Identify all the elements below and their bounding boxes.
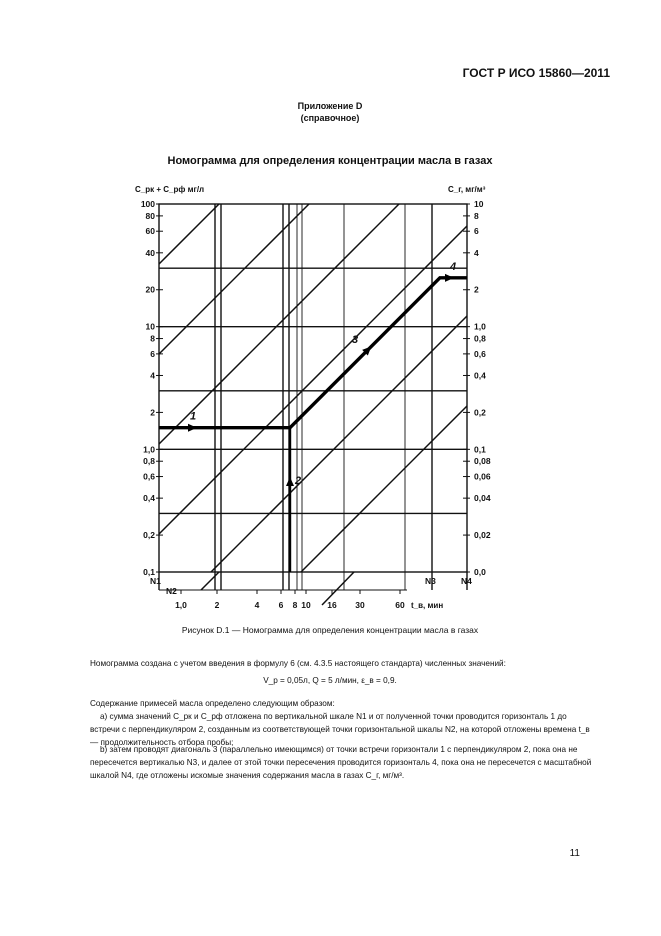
left-tick-label: 0,1 [143, 567, 155, 577]
right-tick-label: 0,08 [474, 456, 491, 467]
bottom-tick-label: 8 [292, 600, 298, 610]
right-tick-label: 2 [474, 284, 479, 295]
left-axis-label: C_рк + C_рф мг/л [135, 185, 205, 194]
nomogram-solution-path [159, 274, 467, 572]
appendix-subtitle: (справочное) [300, 113, 360, 123]
formula-line: V_р = 0,05л, Q = 5 л/мин, ε_в = 0,9. [263, 676, 397, 685]
scale-n3-label: N3 [425, 576, 436, 586]
bottom-axis-label: t_в, мин [411, 601, 444, 610]
diagonal-line [201, 572, 219, 590]
right-tick-label: 0,2 [474, 407, 486, 418]
left-tick-label: 6 [150, 348, 155, 359]
bottom-tick-label: 60 [395, 600, 405, 610]
arrow-4 [445, 274, 454, 282]
right-tick-label: 0,6 [474, 348, 486, 359]
left-tick-label: 0,6 [143, 471, 155, 482]
solution-path-line [159, 278, 467, 428]
right-tick-label: 0,0 [474, 567, 486, 577]
left-tick-label: 10 [145, 321, 155, 332]
appendix-title: Приложение D [297, 101, 363, 111]
left-tick-label: 4 [150, 370, 155, 381]
standard-header: ГОСТ Р ИСО 15860—2011 [462, 66, 610, 80]
diagonal-line [301, 406, 467, 572]
method-paragraph: Содержание примесей масла определено следующим образом: [90, 699, 335, 708]
bottom-tick-label: 4 [254, 600, 260, 610]
left-tick-label: 0,4 [143, 493, 155, 504]
left-tick-label: 20 [145, 284, 155, 295]
figure-caption: Рисунок D.1 — Номограмма для определения концентрации масла в газах [181, 625, 479, 635]
page-number: 11 [569, 848, 580, 859]
scale-n2-label: N2 [166, 586, 177, 596]
left-tick-label: 0,8 [143, 456, 155, 467]
left-tick-label: 80 [145, 210, 155, 221]
left-tick-label: 2 [150, 407, 155, 418]
right-tick-label: 0,02 [474, 530, 491, 541]
bottom-tick-label: 30 [355, 600, 365, 610]
arrow-1 [188, 424, 197, 432]
right-tick-label: 0,8 [474, 333, 486, 344]
diagonal-line [159, 204, 309, 354]
left-tick-label: 0,2 [143, 530, 155, 541]
bottom-tick-label: 6 [278, 600, 284, 610]
line-label-2: 2 [295, 475, 302, 487]
intro-paragraph: Номограмма создана с учетом введения в формулу 6 (см. 4.3.5 настоящего стандарта) численных значений: [90, 659, 506, 668]
scale-n1-label: N1 [150, 576, 161, 586]
bottom-tick-label: 2 [214, 600, 220, 610]
line-label-1: 1 [190, 410, 197, 423]
right-tick-label: 0,04 [474, 493, 491, 504]
right-axis-label: C_г, мг/м³ [448, 185, 486, 194]
left-tick-label: 1,0 [143, 444, 155, 455]
list-item-a: а) сумма значений C_рк и C_рф отложена по вертикальной шкале N1 и от полученной точки проводится горизонталь 1 до встречи с перпендикуляром 2, созданным из соответствующей точки горизонтальной шкалы N2, на которой отложены времена t_в — продолжительность отбора пробы; [90, 712, 590, 747]
plot-frame [159, 204, 467, 572]
line-label-3: 3 [352, 334, 359, 346]
right-tick-label: 1,0 [474, 321, 486, 332]
right-tick-label: 6 [474, 226, 479, 237]
right-tick-label: 0,1 [474, 444, 486, 455]
left-tick-label: 40 [145, 247, 155, 258]
left-tick-label: 60 [145, 226, 155, 237]
right-tick-label: 8 [474, 210, 479, 221]
nomogram-labels [135, 185, 491, 610]
diagonal-line [159, 204, 399, 444]
right-tick-label: 0,4 [474, 370, 486, 381]
left-tick-label: 100 [140, 199, 155, 209]
arrow-2 [286, 477, 294, 486]
nomogram-title: Номограмма для определения концентрации масла в газах [167, 155, 493, 167]
list-item-b: b) затем проводят диагональ 3 (параллельно имеющимся) от точки встречи горизонтали 1 с перпендикуляром 2, пока она не пересечется вертикалью N3, и далее от этой точки пересечения проводится горизонталь 4, пока она не пересечется с масштабной шкалой N4, где отложены искомые значения содержания масла в газах C_г, мг/м³. [90, 745, 592, 780]
right-tick-label: 4 [474, 247, 479, 258]
bottom-tick-label: 1,0 [175, 600, 187, 610]
line-label-4: 4 [450, 260, 457, 273]
diagonal-line [159, 226, 467, 534]
bottom-tick-label: 10 [301, 600, 311, 610]
diagonal-line [159, 204, 219, 264]
bottom-tick-label: 16 [327, 600, 337, 610]
scale-n4-label: N4 [461, 576, 472, 586]
right-tick-label: 10 [474, 199, 484, 209]
right-tick-label: 0,06 [474, 471, 491, 482]
left-tick-label: 8 [150, 333, 155, 344]
